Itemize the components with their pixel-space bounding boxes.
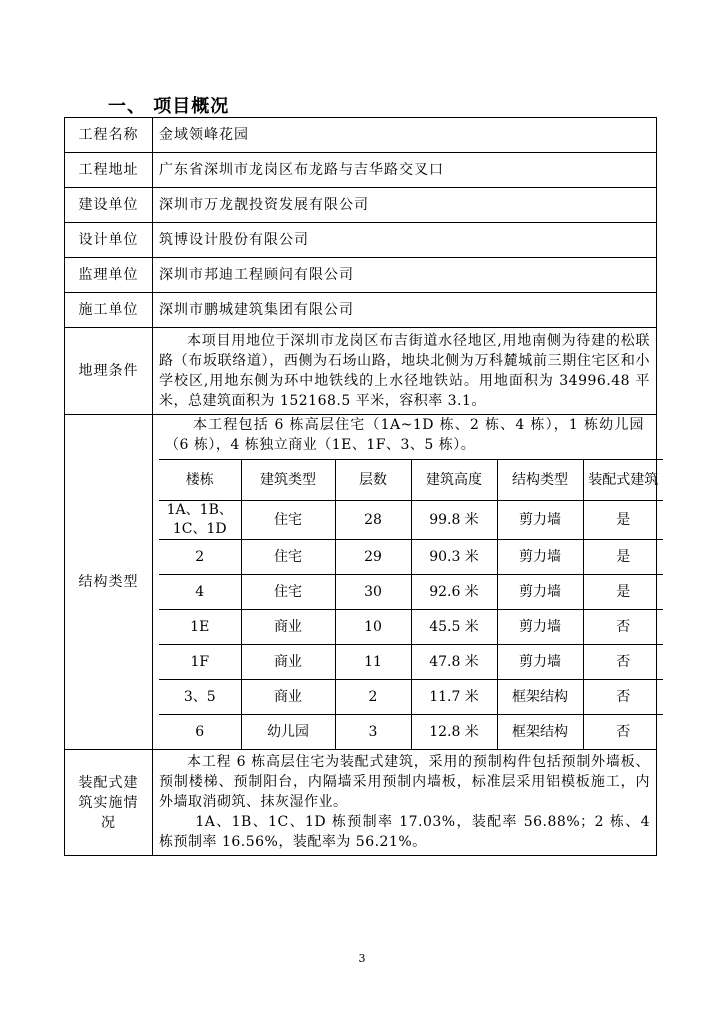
table-cell: 3 [335,715,411,750]
table-cell: 剪力墙 [497,575,583,610]
info-value: 金域领峰花园 [153,118,657,153]
table-row [159,610,663,645]
structure-intro: 本工程包括 6 栋高层住宅（1A~1D 栋、2 栋、4 栋），1 栋幼儿园（6 栋），4 栋独立商业（1E、1F、3、5 栋）。 [165,417,644,453]
table-row [159,501,663,540]
geography-row [65,328,657,415]
project-overview-table [64,117,657,856]
column-header: 结构类型 [497,460,583,501]
table-cell: 剪力墙 [497,610,583,645]
column-header: 建筑类型 [241,460,335,501]
table-cell: 否 [583,610,663,645]
table-row [159,715,663,750]
table-cell: 2 [335,680,411,715]
info-label: 设计单位 [65,223,153,258]
info-row [65,223,657,258]
table-cell: 28 [335,501,411,540]
table-cell: 6 [159,715,241,750]
table-row [159,645,663,680]
table-cell: 1E [159,610,241,645]
table-cell: 商业 [241,680,335,715]
prefab-para-1: 本工程 6 栋高层住宅为装配式建筑，采用的预制构件包括预制外墙板、预制楼梯、预制阳台，内隔墙采用预制内墙板，标准层采用铝模板施工，内外墙取消砌筑、抹灰湿作业。 [159,754,650,810]
info-label: 工程地址 [65,153,153,188]
prefab-label: 装配式建筑实施情况 [65,750,153,856]
table-cell: 99.8 米 [411,501,497,540]
table-cell: 否 [583,715,663,750]
table-cell: 90.3 米 [411,540,497,575]
page-number: 3 [358,952,366,965]
info-value: 筑博设计股份有限公司 [153,223,657,258]
table-cell: 住宅 [241,501,335,540]
column-header: 层数 [335,460,411,501]
prefab-row [65,750,657,856]
column-header: 装配式建筑 [583,460,663,501]
table-cell: 是 [583,501,663,540]
table-cell: 剪力墙 [497,645,583,680]
table-cell: 幼儿园 [241,715,335,750]
info-row [65,118,657,153]
table-cell: 47.8 米 [411,645,497,680]
info-value: 广东省深圳市龙岗区布龙路与吉华路交叉口 [153,153,657,188]
table-cell: 1F [159,645,241,680]
structure-row [65,415,657,750]
geography-label: 地理条件 [65,328,153,415]
info-value: 深圳市邦迪工程顾问有限公司 [153,258,657,293]
table-cell: 剪力墙 [497,501,583,540]
table-cell: 2 [159,540,241,575]
info-value: 深圳市鹏城建筑集团有限公司 [153,293,657,328]
table-row [159,575,663,610]
table-row [159,540,663,575]
section-title: 一、 项目概况 [108,96,230,117]
structure-cell [153,415,657,750]
table-cell: 30 [335,575,411,610]
info-label: 监理单位 [65,258,153,293]
info-row [65,188,657,223]
table-cell: 10 [335,610,411,645]
info-value: 深圳市万龙靓投资发展有限公司 [153,188,657,223]
table-cell: 1A、1B、1C、1D [159,501,241,540]
table-cell: 11.7 米 [411,680,497,715]
table-cell: 框架结构 [497,680,583,715]
table-cell: 住宅 [241,575,335,610]
table-cell: 4 [159,575,241,610]
table-cell: 剪力墙 [497,540,583,575]
info-label: 施工单位 [65,293,153,328]
column-header: 楼栋 [159,460,241,501]
prefab-para-2: 1A、1B、1C、1D 栋预制率 17.03%，装配率 56.88%；2 栋、4 栋预制率 16.56%，装配率为 56.21%。 [159,814,650,850]
table-cell: 住宅 [241,540,335,575]
table-cell: 商业 [241,645,335,680]
table-cell: 否 [583,645,663,680]
table-cell: 11 [335,645,411,680]
table-cell: 框架结构 [497,715,583,750]
info-label: 工程名称 [65,118,153,153]
table-cell: 12.8 米 [411,715,497,750]
geography-text: 本项目用地位于深圳市龙岗区布吉街道水径地区,用地南侧为待建的松联路（布坂联络道），西侧为石场山路，地块北侧为万科麓城前三期住宅区和小学校区,用地东侧为环中地铁线的上水径地铁站。用地面积为 34996.48 平米，总建筑面积为 152168.5 平米，容积率 3.1。 [159,333,650,409]
table-cell: 否 [583,680,663,715]
table-cell: 3、5 [159,680,241,715]
building-table [159,459,663,749]
column-header: 建筑高度 [411,460,497,501]
prefab-cell [153,750,657,856]
table-cell: 29 [335,540,411,575]
info-row [65,153,657,188]
table-cell: 是 [583,540,663,575]
table-cell: 是 [583,575,663,610]
table-cell: 商业 [241,610,335,645]
building-table-header [159,460,663,501]
info-row [65,258,657,293]
info-label: 建设单位 [65,188,153,223]
geography-cell [153,328,657,415]
structure-label: 结构类型 [65,415,153,750]
info-row [65,293,657,328]
table-cell: 45.5 米 [411,610,497,645]
table-cell: 92.6 米 [411,575,497,610]
table-row [159,680,663,715]
